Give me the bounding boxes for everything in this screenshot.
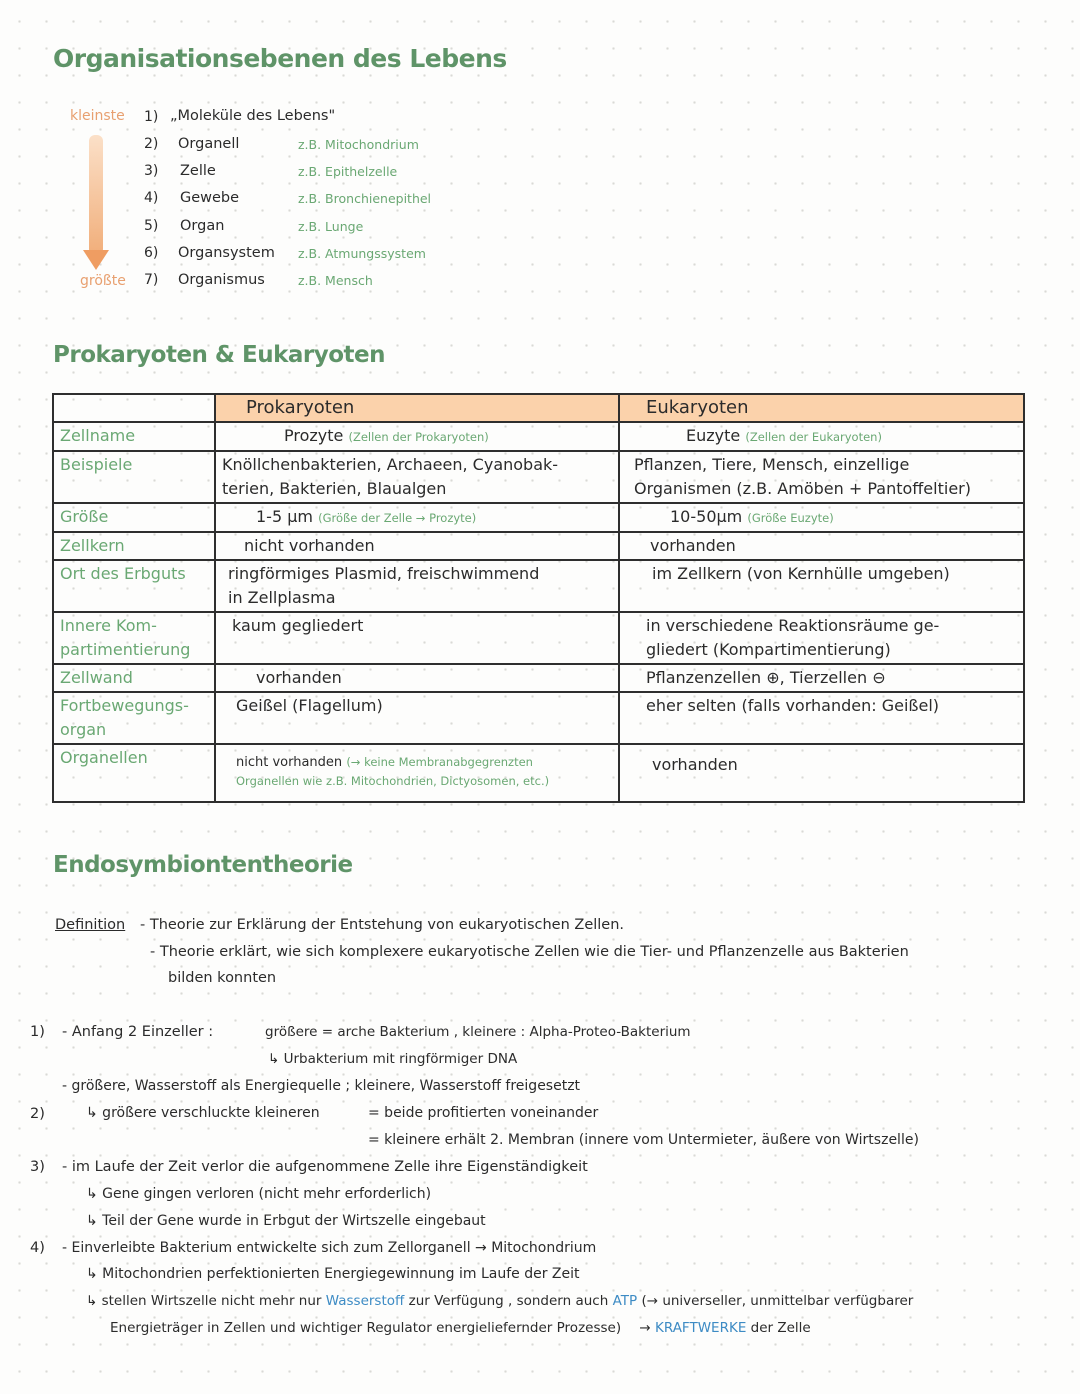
cell-value: vorhanden <box>619 532 1024 560</box>
step-text: ↳ größere verschluckte kleineren <box>86 1105 320 1121</box>
level-example: z.B. Mitochondrium <box>298 137 419 152</box>
cell-note: (Zellen der Eukaryoten) <box>745 430 882 444</box>
step-number: 1) <box>30 1024 45 1040</box>
table-row <box>53 560 1024 612</box>
cell-value: vorhanden <box>619 744 1024 802</box>
level-example: z.B. Atmungssystem <box>298 246 426 261</box>
table-row <box>53 612 1024 664</box>
cell-note: (Größe der Zelle → Prozyte) <box>318 511 477 525</box>
step-text: der Zelle <box>750 1320 811 1336</box>
column-header-prokaryoten: Prokaryoten <box>215 394 619 422</box>
table-row <box>53 744 1024 802</box>
level-example: z.B. Bronchienepithel <box>298 191 432 206</box>
label-smallest: kleinste <box>70 108 125 124</box>
section-title-prok-euk: Prokaryoten & Eukaryoten <box>53 342 386 368</box>
table-row <box>53 451 1024 503</box>
row-label-zellkern: Zellkern <box>53 532 215 560</box>
level-example: z.B. Epithelzelle <box>298 164 398 179</box>
level-number: 7) <box>144 272 159 288</box>
row-label-fortbewegung: organ <box>60 720 107 739</box>
label-largest: größte <box>80 273 126 289</box>
cell-note: (Zellen der Prokaryoten) <box>348 430 489 444</box>
table-header-row <box>53 394 1024 422</box>
step-text-line <box>110 1320 811 1336</box>
cell-value: Organismen (z.B. Amöben + Pantoffeltier) <box>634 479 971 498</box>
cell-value: 1-5 µm <box>256 507 313 526</box>
cell-note: (→ keine Membranabgegrenzten <box>346 755 533 769</box>
section-title-endosymbiont: Endosymbiontentheorie <box>53 852 353 878</box>
step-text: - Anfang 2 Einzeller : <box>62 1024 214 1040</box>
row-label-groesse: Größe <box>53 503 215 532</box>
highlight-term: KRAFTWERKE <box>655 1320 747 1336</box>
cell-value: in verschiedene Reaktionsräume ge- <box>646 616 940 635</box>
level-number: 6) <box>144 245 159 261</box>
row-label-fortbewegung: Fortbewegungs- <box>60 696 189 715</box>
step-text: zur Verfügung , sondern auch <box>408 1293 609 1309</box>
cell-note: Organellen wie z.B. Mitochondrien, Dictyosomen, etc.) <box>236 774 550 788</box>
step-text: ↳ stellen Wirtszelle nicht mehr nur <box>86 1293 322 1309</box>
size-arrow-head-icon <box>83 250 109 270</box>
row-label-zellname: Zellname <box>53 422 215 451</box>
level-name: Organell <box>178 136 240 152</box>
cell-value: Prozyte <box>284 426 344 445</box>
step-text-line <box>86 1293 913 1309</box>
step-text: - Einverleibte Bakterium entwickelte sich zum Zellorganell → Mitochondrium <box>62 1240 597 1256</box>
level-example: z.B. Lunge <box>298 219 364 234</box>
row-label-kompart: partimentierung <box>60 640 191 659</box>
cell-value: nicht vorhanden <box>215 532 619 560</box>
step-text: (→ universeller, unmittelbar verfügbarer <box>641 1293 914 1309</box>
cell-value: nicht vorhanden <box>236 755 343 770</box>
level-name: Organismus <box>178 272 265 288</box>
cell-value: ringförmiges Plasmid, freischwimmend <box>228 564 540 583</box>
cell-value: im Zellkern (von Kernhülle umgeben) <box>619 560 1024 612</box>
cell-value: gliedert (Kompartimentierung) <box>646 640 891 659</box>
cell-value: terien, Bakterien, Blaualgen <box>222 479 447 498</box>
cell-value: Pflanzen, Tiere, Mensch, einzellige <box>634 455 910 474</box>
step-text: Energieträger in Zellen und wichtiger Regulator energieliefernder Prozesse) <box>110 1320 622 1336</box>
cell-value: Geißel (Flagellum) <box>215 692 619 744</box>
cell-value: Knöllchenbakterien, Archaeen, Cyanobak- <box>222 455 559 474</box>
table-row <box>53 664 1024 692</box>
row-label-zellwand: Zellwand <box>53 664 215 692</box>
step-text: ↳ Urbakterium mit ringförmiger DNA <box>268 1051 518 1067</box>
step-text: ↳ Mitochondrien perfektionierten Energiegewinnung im Laufe der Zeit <box>86 1266 580 1282</box>
step-text: - größere, Wasserstoff als Energiequelle ; kleinere, Wasserstoff freigesetzt <box>62 1078 581 1094</box>
row-label-organellen: Organellen <box>53 744 215 802</box>
highlight-term: Wasserstoff <box>325 1293 405 1309</box>
step-number: 4) <box>30 1240 45 1256</box>
cell-value: kaum gegliedert <box>215 612 619 664</box>
level-example: z.B. Mensch <box>298 273 373 288</box>
step-text: ↳ Gene gingen verloren (nicht mehr erforderlich) <box>86 1186 432 1202</box>
cell-value: eher selten (falls vorhanden: Geißel) <box>619 692 1024 744</box>
level-number: 2) <box>144 136 159 152</box>
step-number: 3) <box>30 1159 45 1175</box>
highlight-term: ATP <box>612 1293 638 1309</box>
step-number: 2) <box>30 1106 45 1122</box>
level-name: Gewebe <box>180 190 240 206</box>
level-number: 5) <box>144 218 159 234</box>
cell-value: vorhanden <box>215 664 619 692</box>
table-row <box>53 422 1024 451</box>
level-number: 3) <box>144 163 159 179</box>
step-text: - im Laufe der Zeit verlor die aufgenommene Zelle ihre Eigenständigkeit <box>62 1159 588 1175</box>
step-text: = beide profitierten voneinander <box>368 1105 599 1121</box>
row-label-kompart: Innere Kom- <box>60 616 157 635</box>
table-corner-cell <box>53 394 215 422</box>
row-label-erbgut: Ort des Erbguts <box>53 560 215 612</box>
column-header-eukaryoten: Eukaryoten <box>619 394 1024 422</box>
row-label-beispiele: Beispiele <box>53 451 215 503</box>
cell-value: in Zellplasma <box>228 588 336 607</box>
table-row <box>53 532 1024 560</box>
level-number: 4) <box>144 190 159 206</box>
cell-value: 10-50µm <box>670 507 743 526</box>
level-number: 1) <box>144 109 159 125</box>
cell-value: Pflanzenzellen ⊕ <box>646 668 780 687</box>
table-row <box>53 692 1024 744</box>
definition-line: - Theorie zur Erklärung der Entstehung von eukaryotischen Zellen. <box>140 917 625 933</box>
step-text: ↳ Teil der Gene wurde in Erbgut der Wirtszelle eingebaut <box>86 1213 486 1229</box>
comparison-table <box>52 393 1025 803</box>
definition-line: bilden konnten <box>168 970 277 986</box>
section-title-organisation: Organisationsebenen des Lebens <box>53 44 507 73</box>
step-text: größere = arche Bakterium , kleinere : Alpha-Proteo-Bakterium <box>265 1024 691 1040</box>
definition-line: - Theorie erklärt, wie sich komplexere eukaryotische Zellen wie die Tier- und Pflanzenzelle aus Bakterien <box>150 944 909 960</box>
level-name: „Moleküle des Lebens" <box>170 108 336 124</box>
cell-note: (Größe Euzyte) <box>747 511 834 525</box>
level-name: Organ <box>180 218 225 234</box>
cell-value: , Tierzellen ⊖ <box>779 668 886 687</box>
table-row <box>53 503 1024 532</box>
definition-label: Definition <box>55 917 126 933</box>
level-name: Zelle <box>180 163 216 179</box>
arrow-right-icon: → <box>639 1320 651 1336</box>
level-name: Organsystem <box>178 245 275 261</box>
size-arrow-bar <box>89 135 103 255</box>
step-text: = kleinere erhält 2. Membran (innere vom Untermieter, äußere von Wirtszelle) <box>368 1132 919 1148</box>
cell-value: Euzyte <box>686 426 741 445</box>
